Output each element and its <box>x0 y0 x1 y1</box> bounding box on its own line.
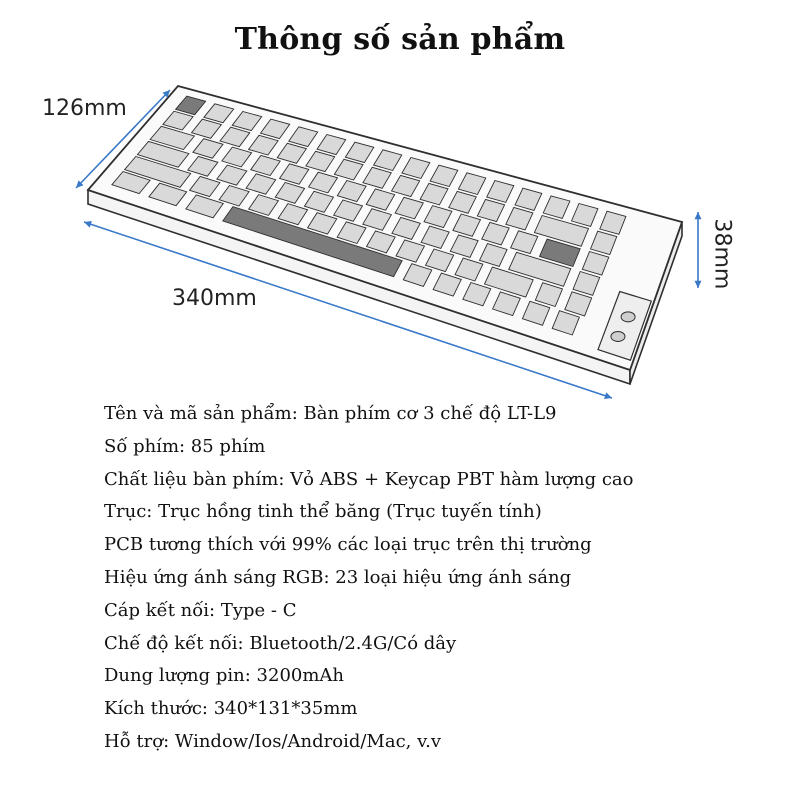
spec-list <box>104 398 633 759</box>
spec-item: Hiệu ứng ánh sáng RGB: 23 loại hiệu ứng ánh sáng <box>104 566 572 588</box>
width-dimension-label: 126mm <box>42 96 127 121</box>
height-arrow <box>695 212 702 288</box>
spec-item: Dung lượng pin: 3200mAh <box>104 665 345 687</box>
spec-item: Chế độ kết nối: Bluetooth/2.4G/Có dây <box>104 632 457 654</box>
spec-item: Kích thước: 340*131*35mm <box>104 698 358 720</box>
spec-item: Cáp kết nối: Type - C <box>104 599 297 621</box>
spec-item: Chất liệu bàn phím: Vỏ ABS + Keycap PBT hàm lượng cao <box>104 468 634 490</box>
height-dimension-label: 38mm <box>709 218 735 290</box>
spec-item: Trục: Trục hồng tinh thể băng (Trục tuyến tính) <box>104 501 542 523</box>
power-switch <box>621 312 635 322</box>
length-dimension-label: 340mm <box>172 286 257 311</box>
spec-item: Tên và mã sản phẩm: Bàn phím cơ 3 chế độ LT-L9 <box>104 403 557 424</box>
page-title: Thông số sản phẩm <box>234 22 566 57</box>
spec-item: Hỗ trợ: Window/Ios/Android/Mac, v.v <box>104 730 442 752</box>
mode-switch <box>611 331 625 341</box>
spec-item: Số phím: 85 phím <box>104 435 266 457</box>
spec-item: PCB tương thích với 99% các loại trục trên thị trường <box>104 534 592 556</box>
